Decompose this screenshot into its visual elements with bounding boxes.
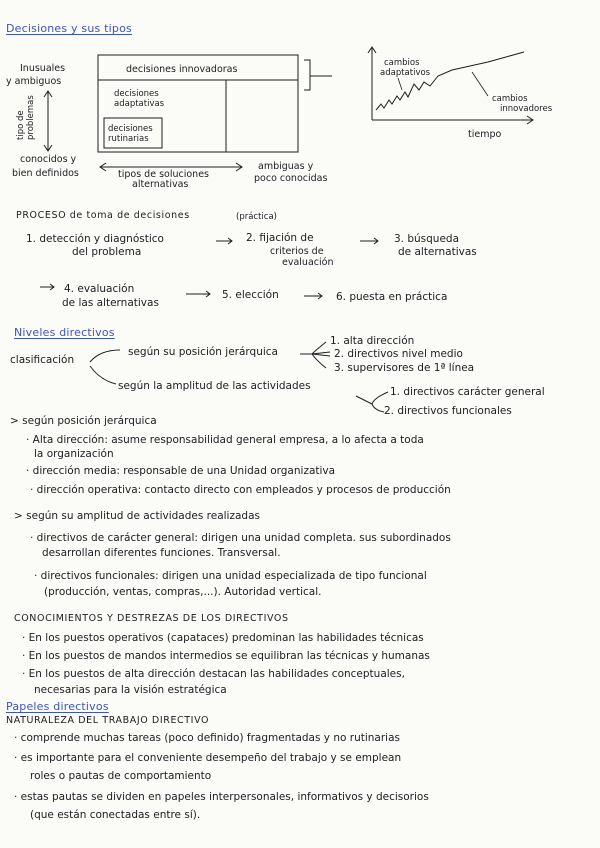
pos-item-3: 3. supervisores de 1ª línea xyxy=(334,362,475,374)
detalle-line-7: · directivos de carácter general: dirigen una unidad completa. sus subordinados xyxy=(30,532,451,544)
papeles-line-3: roles o pautas de comportamiento xyxy=(30,770,212,782)
problem-axis-label xyxy=(16,95,36,140)
amp-item-2: 2. directivos funcionales xyxy=(384,405,512,417)
problem-axis-label-line1: tipo de xyxy=(16,110,26,140)
papeles-line-1: · comprende muchas tareas (poco definido) fragmentadas y no rutinarias xyxy=(14,732,400,744)
conocimientos-line-2: · En los puestos de mandos intermedios se equilibran las técnicas y humanas xyxy=(22,650,430,662)
step2-line3: evaluación xyxy=(282,257,334,268)
box-rutinarias-line1: decisiones xyxy=(108,124,153,134)
box-adaptativas-line2: adaptativas xyxy=(114,99,165,109)
detalle-line-8: desarrollan diferentes funciones. Transversal. xyxy=(42,547,281,559)
papeles-line-2: · es importante para el conveniente desempeño del trabajo y se emplean xyxy=(14,752,402,764)
pos-item-2: 2. directivos nivel medio xyxy=(334,348,463,360)
problem-type-bottom-line2: bien definidos xyxy=(12,168,79,179)
cambios-adaptativos-line1: cambios xyxy=(384,58,420,68)
cambios-adaptativos-line2: adaptativos xyxy=(380,68,431,78)
papeles-heading: Papeles directivos xyxy=(6,700,109,713)
solutions-right-line2: poco conocidas xyxy=(254,173,328,184)
papeles-line-4: · estas pautas se dividen en papeles interpersonales, informativos y decisorios xyxy=(14,791,429,803)
step1-line1: 1. detección y diagnóstico xyxy=(26,233,164,245)
detalle-line-9: · directivos funcionales: dirigen una unidad especializada de tipo funcional xyxy=(34,570,427,582)
box-adaptativas-line1: decisiones xyxy=(114,89,159,99)
niveles-heading: Niveles directivos xyxy=(14,326,115,339)
solutions-axis-line1: tipos de soluciones xyxy=(118,169,209,180)
problem-type-top-line2: y ambiguos xyxy=(6,76,62,87)
step4-line2: de las alternativas xyxy=(62,297,159,309)
step4-line1: 4. evaluación xyxy=(64,283,135,295)
conocimientos-line-3: · En los puestos de alta dirección destacan las habilidades conceptuales, xyxy=(22,668,405,680)
clasificacion-label: clasificación xyxy=(10,354,75,366)
cambios-innovadores-line2: innovadores xyxy=(500,104,553,114)
papeles-line-5: (que están conectadas entre sí). xyxy=(30,809,201,821)
box-rutinarias-line2: rutinarias xyxy=(108,134,149,144)
problem-axis-arrow xyxy=(44,91,52,151)
conocimientos-heading: CONOCIMIENTOS Y DESTREZAS DE LOS DIRECTIVOS xyxy=(14,613,289,624)
detalle-line-2: · Alta dirección: asume responsabilidad general empresa, a lo afecta a toda xyxy=(26,434,424,446)
step1-line2: del problema xyxy=(72,246,142,258)
page-title: Decisiones y sus tipos xyxy=(6,22,132,35)
conocimientos-line-1: · En los puestos operativos (capataces) predominan las habilidades técnicas xyxy=(22,632,424,644)
amplitud-label: según la amplitud de las actividades xyxy=(118,380,311,392)
papeles-subheading: NATURALEZA DEL TRABAJO DIRECTIVO xyxy=(6,715,210,726)
time-axis-label: tiempo xyxy=(468,129,502,140)
box-innovadoras-label: decisiones innovadoras xyxy=(126,64,238,75)
proceso-heading: PROCESO de toma de decisiones xyxy=(16,210,190,221)
solutions-right-line1: ambiguas y xyxy=(258,161,314,172)
detalle-line-6: > según su amplitud de actividades realizadas xyxy=(14,510,260,522)
solutions-axis-line2: alternativas xyxy=(132,179,189,190)
detalle-line-3: la organización xyxy=(34,448,114,460)
detalle-line-10: (producción, ventas, compras,...). Autoridad vertical. xyxy=(44,586,322,598)
detalle-line-5: · dirección operativa: contacto directo con empleados y procesos de producción xyxy=(30,484,451,496)
step2-line1: 2. fijación de xyxy=(246,232,314,244)
problem-type-bottom-line1: conocidos y xyxy=(20,154,77,165)
proceso-note: (práctica) xyxy=(236,212,277,222)
cambios-innovadores-line1: cambios xyxy=(492,94,528,104)
detalle-line-1: > según posición jerárquica xyxy=(10,415,157,427)
problem-type-top-line1: Inusuales xyxy=(20,63,66,74)
step2-line2: criterios de xyxy=(270,246,324,257)
step6: 6. puesta en práctica xyxy=(336,291,448,303)
step3-line1: 3. búsqueda xyxy=(394,233,460,245)
posicion-label: según su posición jerárquica xyxy=(128,346,278,358)
detalle-line-4: · dirección media: responsable de una Unidad organizativa xyxy=(26,465,336,477)
step3-line2: de alternativas xyxy=(398,246,477,258)
problem-axis-label-line2: problemas xyxy=(26,95,36,140)
bracket xyxy=(304,60,332,90)
pos-item-1: 1. alta dirección xyxy=(330,335,415,347)
amp-item-1: 1. directivos carácter general xyxy=(390,386,545,398)
conocimientos-line-4: necesarias para la visión estratégica xyxy=(34,684,227,696)
step5: 5. elección xyxy=(222,289,279,301)
